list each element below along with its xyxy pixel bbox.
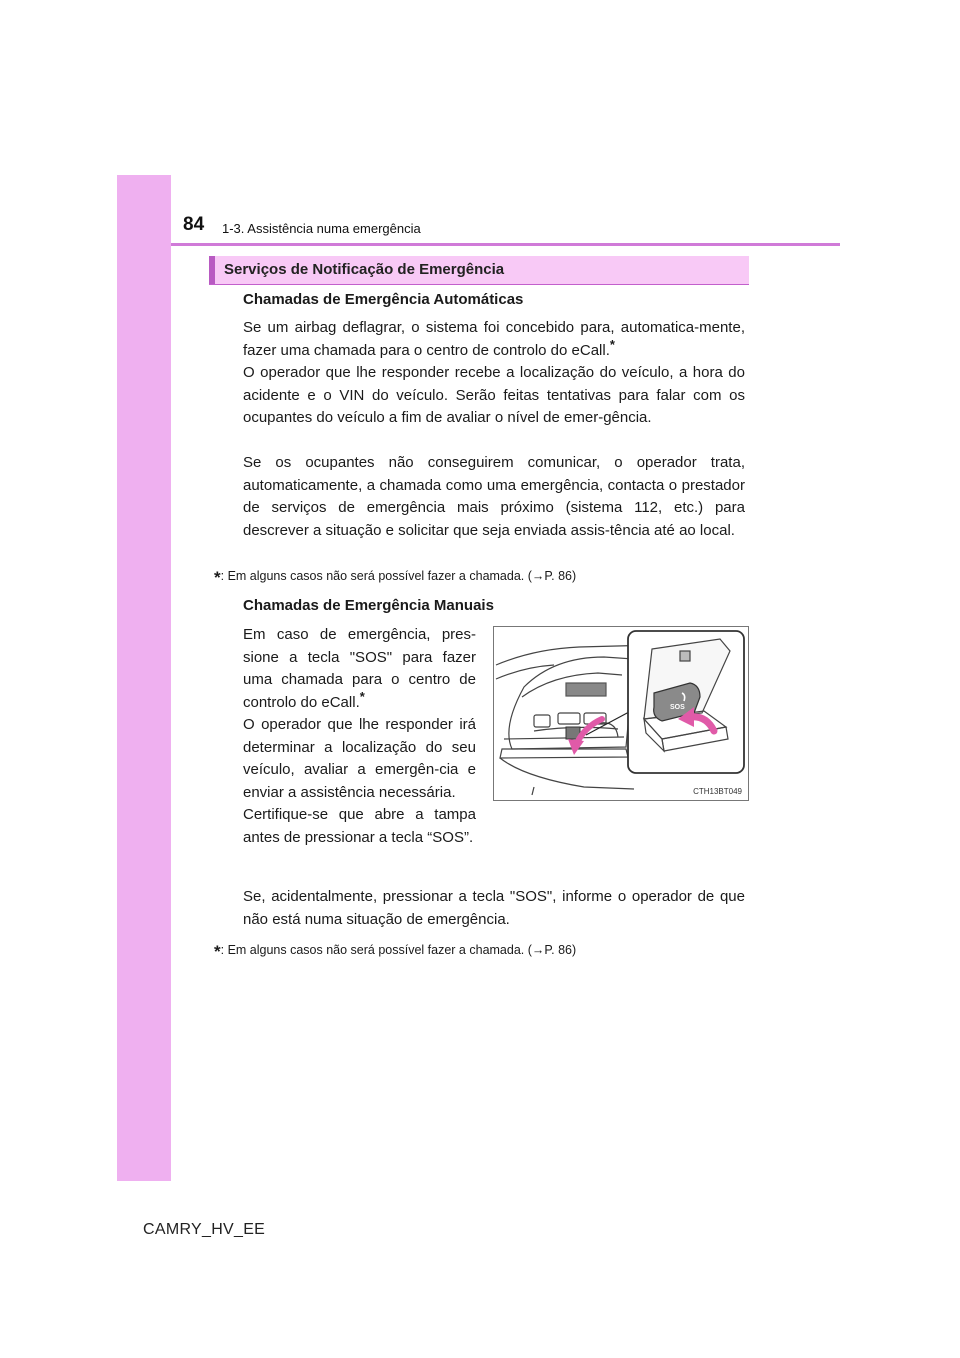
automatic-calls-paragraph-1 [243, 317, 745, 430]
manual-p1-text-a: Em caso de emergência, pres-sione a tecla "SOS" para fazer uma chamada para o centro de controlo do eCall. [243, 626, 476, 711]
footnote-marker: * [359, 688, 365, 704]
manual-calls-heading: Chamadas de Emergência Manuais [243, 597, 494, 614]
manual-footnote [214, 941, 754, 961]
figure-code: CTH13BT049 [693, 787, 742, 796]
section-banner [209, 256, 749, 285]
footnote-text: : Em alguns casos não será possível fazer a chamada. (→P. 86) [220, 943, 577, 957]
automatic-calls-paragraph-2: Se os ocupantes não conseguirem comunicar, o operador trata, automaticamente, a chamada como uma emergência, contacta o prestador de serviços de emergência mais próximo (sistema 112, etc.) para descrever a situação e solicitar que seja enviada assis-tência até ao local. [243, 454, 745, 539]
automatic-footnote [214, 567, 754, 587]
model-code-footer: CAMRY_HV_EE [143, 1221, 266, 1238]
footnote-asterisk: * [214, 568, 221, 587]
header-divider [171, 243, 840, 246]
manual-p1-text-c: Certifique-se que abre a tampa antes de pressionar a tecla “SOS”. [243, 806, 476, 846]
sos-button-label: SOS [670, 704, 685, 711]
footnote-marker: * [609, 336, 615, 352]
automatic-p1-text-a: Se um airbag deflagrar, o sistema foi concebido para, automatica-mente, fazer uma chamada para o centro de controlo do eCall. [243, 319, 745, 359]
sos-button-illustration [493, 626, 749, 801]
overhead-console-drawing [494, 627, 748, 800]
banner-accent-bar [209, 256, 215, 284]
manual-calls-paragraph-1 [243, 624, 476, 849]
automatic-p1-text-b: O operador que lhe responder recebe a localização do veículo, a hora do acidente e o VIN do veículo. Serão feitas tentativas para falar com os ocupantes do veículo a fim de avaliar o nível de emer-gência. [243, 364, 745, 426]
footnote-asterisk: * [214, 942, 221, 961]
page-number: 84 [183, 214, 205, 235]
automatic-calls-heading: Chamadas de Emergência Automáticas [243, 291, 524, 308]
section-title: 1-3. Assistência numa emergência [222, 221, 421, 236]
banner-title: Serviços de Notificação de Emergência [224, 261, 505, 278]
footnote-text: : Em alguns casos não será possível fazer a chamada. (→P. 86) [220, 569, 577, 583]
chapter-sidebar-tab [117, 175, 171, 1181]
manual-p1-text-b: O operador que lhe responder irá determinar a localização do seu veículo, avaliar a emergên-cia e enviar a assistência necessária. [243, 716, 476, 801]
manual-calls-paragraph-2: Se, acidentalmente, pressionar a tecla "SOS", informe o operador de que não está numa situação de emergência. [243, 888, 745, 928]
